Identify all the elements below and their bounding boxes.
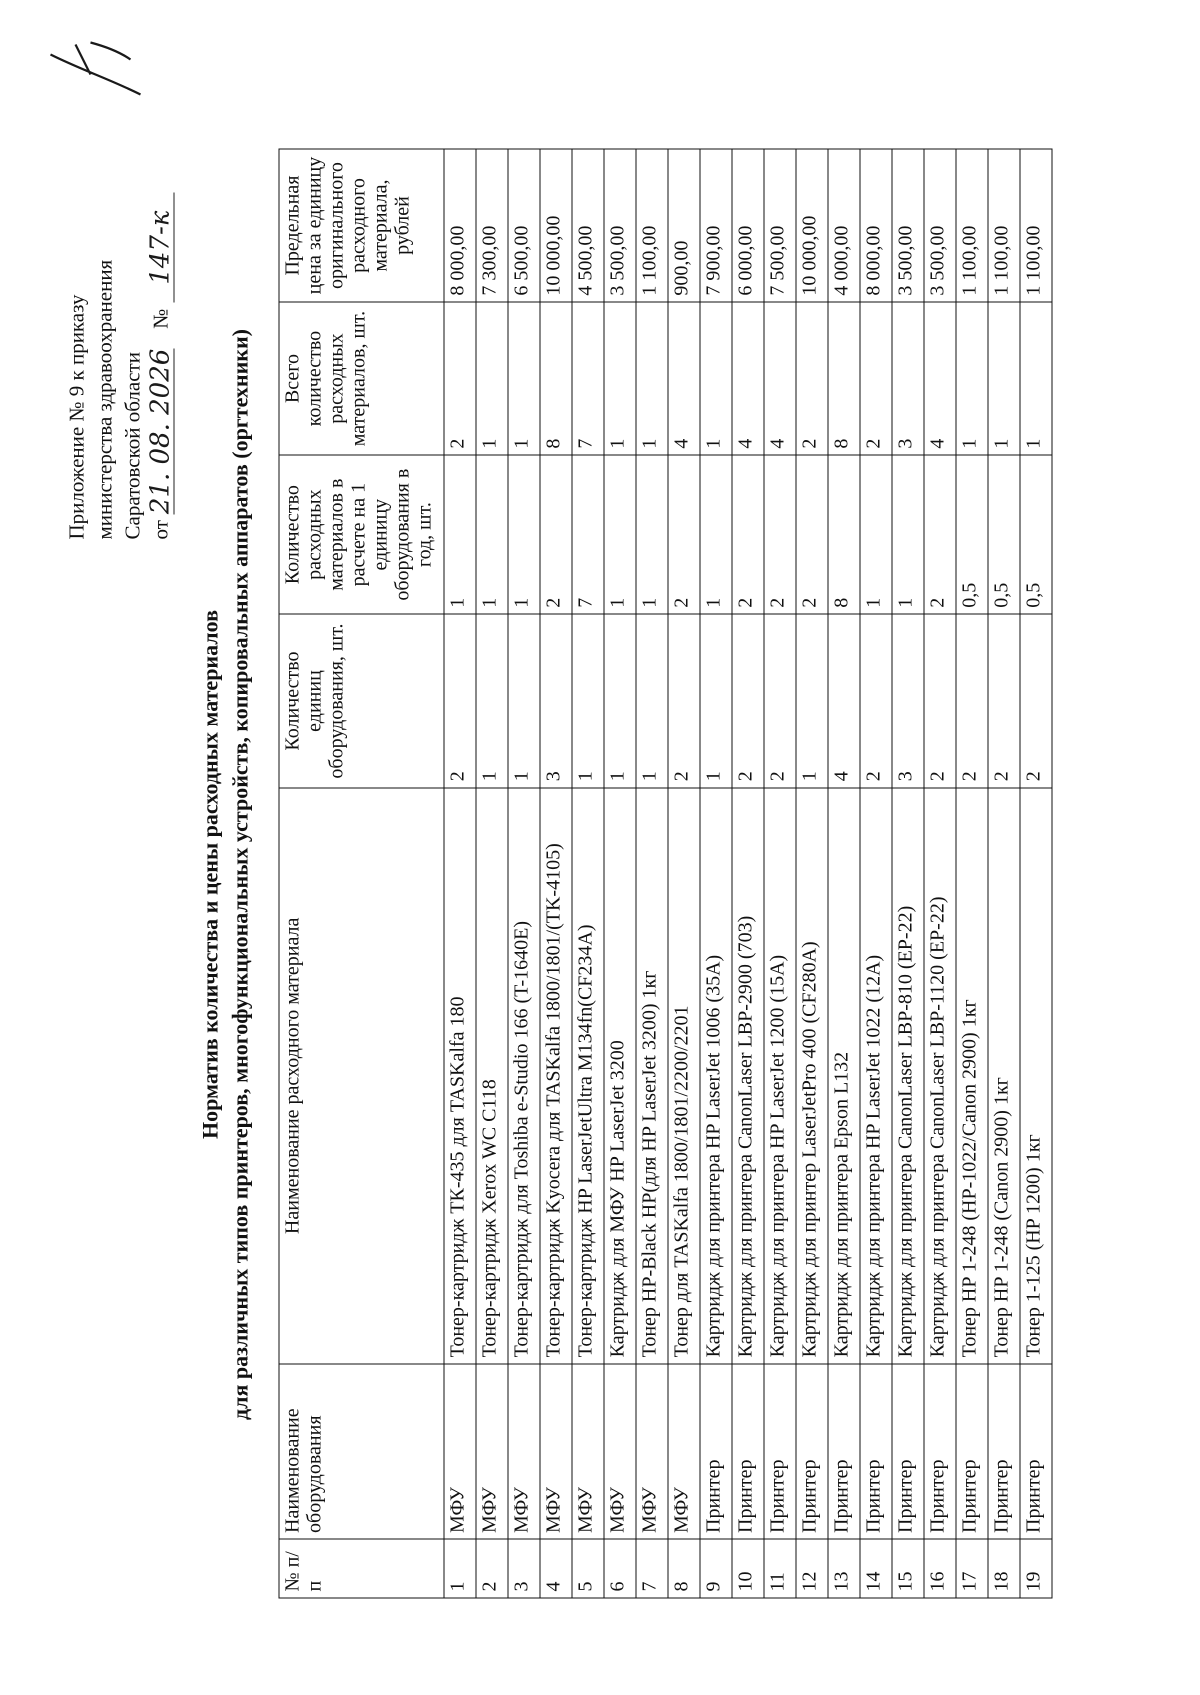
cell-no: 15 — [892, 1539, 924, 1598]
table-row — [508, 149, 540, 1598]
cell-material: Картридж для МФУ HP LaserJet 3200 — [604, 788, 636, 1364]
cell-material: Картридж для принтера HP LaserJet 1022 (12A) — [860, 788, 892, 1364]
header-row — [279, 149, 444, 1598]
cell-units: 1 — [508, 614, 540, 788]
cell-units: 1 — [604, 614, 636, 788]
cell-no: 1 — [444, 1539, 476, 1598]
cell-equipment: Принтер — [1020, 1364, 1052, 1540]
cell-price: 8 000,00 — [860, 149, 892, 302]
cell-price: 10 000,00 — [796, 149, 828, 302]
cell-no: 8 — [668, 1539, 700, 1598]
cell-price: 1 100,00 — [1020, 149, 1052, 302]
cell-price: 3 500,00 — [924, 149, 956, 302]
cell-price: 6 500,00 — [508, 149, 540, 302]
heading-line-2: для различных типов принтеров, многофункциональных устройств, копировальных аппаратов (оргтехники) — [227, 329, 253, 1420]
cell-equipment: Принтер — [764, 1364, 796, 1540]
cell-material: Тонер-картридж HP LaserJetUltra M134fn(CF234A) — [572, 788, 604, 1364]
cell-no: 9 — [700, 1539, 732, 1598]
approval-block — [63, 70, 175, 540]
cell-no: 16 — [924, 1539, 956, 1598]
cell-per-unit: 8 — [828, 455, 860, 614]
cell-no: 4 — [540, 1539, 572, 1598]
header-no: № п/п — [279, 1539, 444, 1598]
cell-units: 1 — [796, 614, 828, 788]
cell-price: 1 100,00 — [636, 149, 668, 302]
cell-total: 2 — [796, 302, 828, 455]
cell-per-unit: 1 — [700, 455, 732, 614]
cell-per-unit: 1 — [604, 455, 636, 614]
table-row — [764, 149, 796, 1598]
cell-material: Тонер-картридж для Toshiba e-Studio 166 (T-1640E) — [508, 788, 540, 1364]
table-row — [892, 149, 924, 1598]
cell-per-unit: 0,5 — [988, 455, 1020, 614]
cell-price: 6 000,00 — [732, 149, 764, 302]
cell-units: 2 — [668, 614, 700, 788]
cell-equipment: МФУ — [604, 1364, 636, 1540]
cell-price: 4 000,00 — [828, 149, 860, 302]
cell-equipment: МФУ — [508, 1364, 540, 1540]
table-row — [924, 149, 956, 1598]
rotated-page — [1, 0, 1200, 1695]
cell-no: 6 — [604, 1539, 636, 1598]
cell-price: 1 100,00 — [988, 149, 1020, 302]
cell-no: 11 — [764, 1539, 796, 1598]
cell-equipment: МФУ — [476, 1364, 508, 1540]
cell-no: 14 — [860, 1539, 892, 1598]
table-row — [732, 149, 764, 1598]
cell-price: 1 100,00 — [956, 149, 988, 302]
cell-per-unit: 1 — [636, 455, 668, 614]
cell-units: 2 — [1020, 614, 1052, 788]
cell-material: Картридж для принтера HP LaserJet 1200 (15A) — [764, 788, 796, 1364]
table-row — [1020, 149, 1052, 1598]
table-row — [636, 149, 668, 1598]
cell-per-unit: 0,5 — [956, 455, 988, 614]
cell-equipment: Принтер — [828, 1364, 860, 1540]
cell-no: 17 — [956, 1539, 988, 1598]
cell-total: 4 — [668, 302, 700, 455]
table-row — [828, 149, 860, 1598]
table-row — [956, 149, 988, 1598]
cell-per-unit: 1 — [476, 455, 508, 614]
cell-no: 10 — [732, 1539, 764, 1598]
cell-no: 19 — [1020, 1539, 1052, 1598]
cell-per-unit: 1 — [444, 455, 476, 614]
cell-total: 2 — [444, 302, 476, 455]
cell-total: 4 — [732, 302, 764, 455]
cell-price: 7 300,00 — [476, 149, 508, 302]
cell-equipment: Принтер — [796, 1364, 828, 1540]
cell-per-unit: 1 — [508, 455, 540, 614]
cell-equipment: Принтер — [956, 1364, 988, 1540]
cell-material: Тонер HP-Black HP(для HP LaserJet 3200) 1кг — [636, 788, 668, 1364]
document-heading — [196, 165, 256, 1585]
cell-price: 7 900,00 — [700, 149, 732, 302]
table-row — [988, 149, 1020, 1598]
cell-total: 1 — [604, 302, 636, 455]
cell-no: 12 — [796, 1539, 828, 1598]
cell-units: 2 — [988, 614, 1020, 788]
table-row — [668, 149, 700, 1598]
cell-units: 2 — [732, 614, 764, 788]
document-page — [1, 0, 1200, 1695]
cell-price: 8 000,00 — [444, 149, 476, 302]
cell-no: 2 — [476, 1539, 508, 1598]
cell-material: Тонер-картридж Kyocera для TASKalfa 1800/1801/(TK-4105) — [540, 788, 572, 1364]
table-row — [444, 149, 476, 1598]
cell-per-unit: 2 — [668, 455, 700, 614]
norms-table — [279, 149, 1053, 1599]
cell-per-unit: 2 — [540, 455, 572, 614]
cell-price: 3 500,00 — [604, 149, 636, 302]
cell-material: Тонер для TASKalfa 1800/1801/2200/2201 — [668, 788, 700, 1364]
cell-per-unit: 2 — [796, 455, 828, 614]
cell-units: 1 — [636, 614, 668, 788]
table-row — [604, 149, 636, 1598]
cell-units: 2 — [860, 614, 892, 788]
cell-units: 2 — [924, 614, 956, 788]
cell-material: Тонер-картридж Xerox WC C118 — [476, 788, 508, 1364]
table-row — [540, 149, 572, 1598]
cell-per-unit: 7 — [572, 455, 604, 614]
cell-material: Картридж для принтера Epson L132 — [828, 788, 860, 1364]
cell-material: Картридж для принтера CanonLaser LBP-1120 (EP-22) — [924, 788, 956, 1364]
cell-equipment: Принтер — [924, 1364, 956, 1540]
table-row — [572, 149, 604, 1598]
cell-total: 1 — [508, 302, 540, 455]
cell-no: 18 — [988, 1539, 1020, 1598]
cell-material: Картридж для принтера CanonLaser LBP-2900 (703) — [732, 788, 764, 1364]
cell-units: 1 — [572, 614, 604, 788]
cell-price: 3 500,00 — [892, 149, 924, 302]
cell-per-unit: 2 — [732, 455, 764, 614]
cell-no: 3 — [508, 1539, 540, 1598]
approval-line-2: министерства здравоохранения — [92, 259, 117, 540]
date-prefix: от — [148, 520, 173, 540]
cell-material: Тонер 1-125 (HP 1200) 1кг — [1020, 788, 1052, 1364]
cell-material: Картридж для принтер LaserJetPro 400 (CF280A) — [796, 788, 828, 1364]
cell-total: 1 — [956, 302, 988, 455]
cell-no: 13 — [828, 1539, 860, 1598]
cell-material: Картридж для принтера CanonLaser LBP-810 (EP-22) — [892, 788, 924, 1364]
cell-equipment: Принтер — [892, 1364, 924, 1540]
table-row — [860, 149, 892, 1598]
table-row — [700, 149, 732, 1598]
cell-total: 3 — [892, 302, 924, 455]
cell-units: 4 — [828, 614, 860, 788]
number-prefix: № — [148, 308, 173, 329]
table-row — [476, 149, 508, 1598]
cell-price: 4 500,00 — [572, 149, 604, 302]
cell-total: 4 — [924, 302, 956, 455]
cell-total: 8 — [828, 302, 860, 455]
cell-price: 900,00 — [668, 149, 700, 302]
cell-price: 10 000,00 — [540, 149, 572, 302]
cell-no: 5 — [572, 1539, 604, 1598]
cell-per-unit: 2 — [924, 455, 956, 614]
cell-total: 1 — [988, 302, 1020, 455]
cell-material: Тонер HP 1-248 (Canon 2900) 1кг — [988, 788, 1020, 1364]
approval-line-3: Саратовской области — [120, 352, 145, 540]
cell-no: 7 — [636, 1539, 668, 1598]
cell-total: 2 — [860, 302, 892, 455]
table-header — [279, 149, 444, 1598]
cell-total: 1 — [476, 302, 508, 455]
cell-total: 8 — [540, 302, 572, 455]
cell-material: Тонер HP 1-248 (HP-1022/Canon 2900) 1кг — [956, 788, 988, 1364]
cell-equipment: Принтер — [700, 1364, 732, 1540]
cell-units: 2 — [956, 614, 988, 788]
cell-total: 1 — [1020, 302, 1052, 455]
cell-total: 7 — [572, 302, 604, 455]
handwritten-number: 147-к — [148, 193, 175, 303]
cell-equipment: МФУ — [636, 1364, 668, 1540]
cell-equipment: МФУ — [444, 1364, 476, 1540]
cell-equipment: МФУ — [572, 1364, 604, 1540]
cell-equipment: МФУ — [540, 1364, 572, 1540]
header-units: Количество единиц оборудования, шт. — [279, 614, 444, 788]
cell-total: 4 — [764, 302, 796, 455]
cell-equipment: Принтер — [732, 1364, 764, 1540]
header-total: Всего количество расходных материалов, шт. — [279, 302, 444, 455]
cell-units: 3 — [892, 614, 924, 788]
cell-material: Тонер-картридж ТК-435 для TASKalfa 180 — [444, 788, 476, 1364]
cell-units: 1 — [700, 614, 732, 788]
cell-units: 2 — [764, 614, 796, 788]
cell-total: 1 — [700, 302, 732, 455]
table-body — [444, 149, 1052, 1598]
cell-equipment: Принтер — [860, 1364, 892, 1540]
cell-per-unit: 2 — [764, 455, 796, 614]
cell-material: Картридж для принтера HP LaserJet 1006 (35A) — [700, 788, 732, 1364]
cell-equipment: Принтер — [988, 1364, 1020, 1540]
heading-line-1: Норматив количества и цены расходных материалов — [197, 610, 223, 1139]
handwritten-date: 21. 08. 2026 — [145, 348, 176, 515]
approval-line-1: Приложение № 9 к приказу — [64, 294, 89, 540]
approval-date-line — [147, 70, 175, 540]
cell-units: 3 — [540, 614, 572, 788]
header-material: Наименование расходного материала — [279, 788, 444, 1364]
cell-units: 1 — [476, 614, 508, 788]
table-row — [796, 149, 828, 1598]
header-equipment: Наименование оборудования — [279, 1364, 444, 1540]
cell-per-unit: 1 — [892, 455, 924, 614]
cell-units: 2 — [444, 614, 476, 788]
cell-price: 7 500,00 — [764, 149, 796, 302]
cell-total: 1 — [636, 302, 668, 455]
cell-per-unit: 1 — [860, 455, 892, 614]
signature-mark — [31, 35, 151, 105]
cell-equipment: МФУ — [668, 1364, 700, 1540]
cell-per-unit: 0,5 — [1020, 455, 1052, 614]
header-per-unit: Количество расходных материалов в расчете на 1 единицу оборудования в год, шт. — [279, 455, 444, 614]
header-price: Предельная цена за единицу оригинального расходного материала, рублей — [279, 149, 444, 302]
